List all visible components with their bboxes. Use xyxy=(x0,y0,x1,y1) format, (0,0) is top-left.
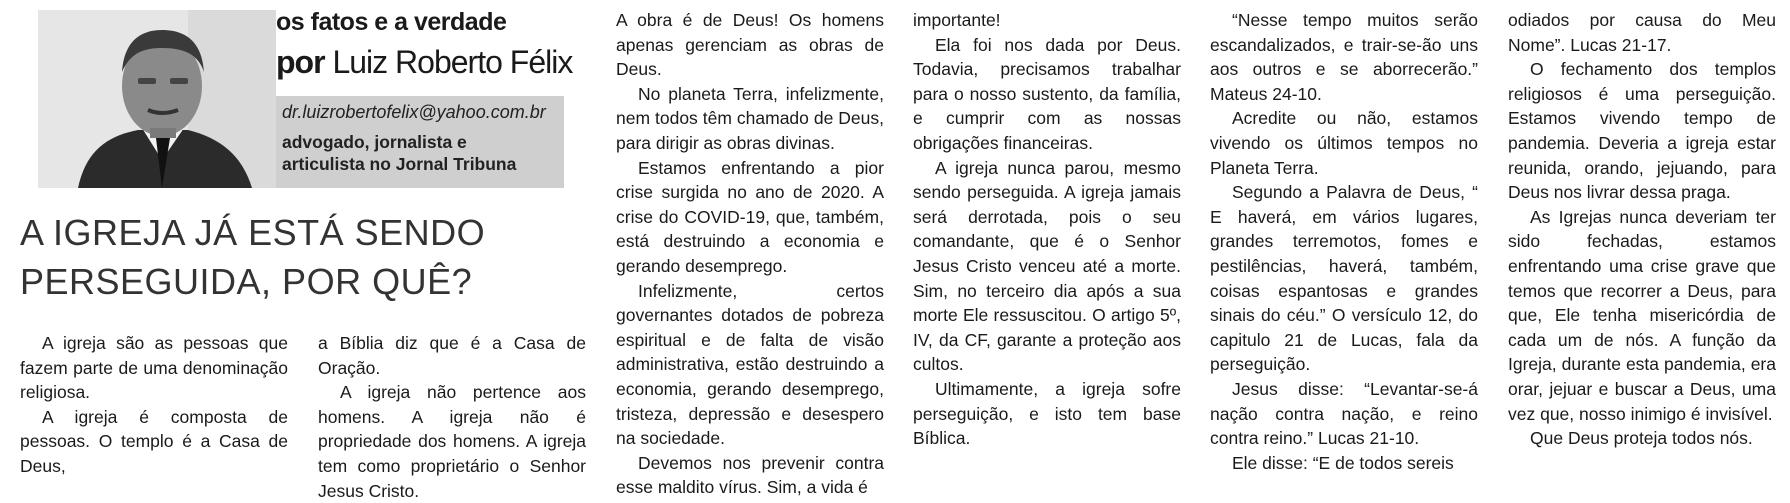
paragraph: Ultimamente, a igreja sofre perseguição, e isto tem base Bíblica. xyxy=(913,378,1181,449)
paragraph: Acredite ou não, estamos vivendo os últimos tempos no Planeta Terra. xyxy=(1210,108,1478,178)
paragraph: Que Deus proteja todos nós. xyxy=(1530,428,1753,449)
author-role-line1: advogado, jornalista e xyxy=(282,132,467,152)
author-photo xyxy=(38,10,276,188)
paragraph: A igreja é composta de pessoas. O templo é a Casa de Deus, xyxy=(20,406,288,476)
paragraph: Devemos nos prevenir contra esse maldito vírus. Sim, a vida é xyxy=(616,452,884,498)
paragraph: Ela foi nos dada por Deus. Todavia, precisamos trabalhar para o nosso sustento, da família, e cumprir com as nossas obrigações financeiras. xyxy=(913,34,1181,153)
author-email: dr.luizrobertofelix@yahoo.com.br xyxy=(282,102,546,122)
paragraph: O fechamento dos templos religiosos é uma perseguição. Estamos vivendo tempo de pandemia. Deveria a igreja estar reunida, orando, jejuando, para Deus nos livrar dessa praga. xyxy=(1508,59,1776,203)
author-name: Luiz Roberto Félix xyxy=(332,44,573,80)
column-kicker: os fatos e a verdade xyxy=(276,8,507,36)
byline-prefix: por xyxy=(276,44,325,80)
paragraph: Infelizmente, certos governantes dotados de pobreza espiritual e de falta de visão administrativa, estão destruindo a economia, gerando desemprego, tristeza, depressão e desespero na sociedade. xyxy=(616,280,884,449)
author-role-line2: articulista no Jornal Tribuna xyxy=(282,154,517,174)
paragraph: “Nesse tempo muitos serão escandalizados, e trair-se-ão uns aos outros e se aborrecerão.” Mateus 24-10. xyxy=(1210,10,1478,104)
paragraph: Ele disse: “E de todos sereis xyxy=(1232,452,1454,473)
paragraph: No planeta Terra, infelizmente, nem todos têm chamado de Deus, para dirigir as obras divinas. xyxy=(616,83,884,153)
author-info-box xyxy=(276,96,564,188)
text-column-4 xyxy=(913,8,1181,451)
paragraph: importante! xyxy=(913,10,1001,30)
paragraph: Segundo a Palavra de Deus, “ E haverá, em vários lugares, grandes terremotos, fomes e pestilências, haverá, também, coisas espantosas e grandes sinais do céu.” O versículo 12, do capitulo 21 de Lucas, fala da perseguição. xyxy=(1210,182,1478,375)
paragraph: Estamos enfrentando a pior crise surgida no ano de 2020. A crise do COVID-19, que, também, está destruindo a economia e gerando desemprego. xyxy=(616,157,884,276)
author-portrait-icon xyxy=(38,10,276,188)
paragraph: odiados por causa do Meu Nome”. Lucas 21-17. xyxy=(1508,10,1776,55)
paragraph: A igreja são as pessoas que fazem parte de uma denominação religiosa. xyxy=(20,333,288,403)
paragraph: Jesus disse: “Levantar-se-á nação contra nação, e reino contra reino.” Lucas 21-10. xyxy=(1210,378,1478,449)
byline xyxy=(276,44,572,81)
text-column-6 xyxy=(1508,8,1776,451)
text-column-2 xyxy=(318,331,586,503)
paragraph: As Igrejas nunca deveriam ter sido fechadas, estamos enfrentando uma crise grave que temos que recorrer a Deus, para que, Ele tenha misericórdia de cada um de nós. A função da Igreja, durante esta pandemia, era orar, jejuar e buscar a Deus, uma vez que, nosso inimigo é invisível. xyxy=(1508,206,1776,424)
paragraph: A igreja não pertence aos homens. A igreja não é propriedade dos homens. A igreja tem como proprietário o Senhor Jesus Cristo. xyxy=(318,382,586,501)
text-column-3 xyxy=(616,8,884,500)
paragraph: a Bíblia diz que é a Casa de Oração. xyxy=(318,333,586,378)
author-role xyxy=(282,131,564,175)
headline xyxy=(20,208,540,306)
text-column-1 xyxy=(20,331,288,479)
paragraph: A igreja nunca parou, mesmo sendo perseguida. A igreja jamais será derrotada, pois o seu comandante, que é o Senhor Jesus Cristo venceu até a morte. Sim, no terceiro dia após a sua morte Ele ressuscitou. O artigo 5º, IV, da CF, garante a proteção aos cultos. xyxy=(913,157,1181,375)
text-column-5 xyxy=(1210,8,1478,475)
headline-line1: A IGREJA JÁ ESTÁ SENDO xyxy=(20,212,486,253)
paragraph: A obra é de Deus! Os homens apenas gerenciam as obras de Deus. xyxy=(616,10,884,80)
headline-line2: PERSEGUIDA, POR QUÊ? xyxy=(20,261,473,302)
